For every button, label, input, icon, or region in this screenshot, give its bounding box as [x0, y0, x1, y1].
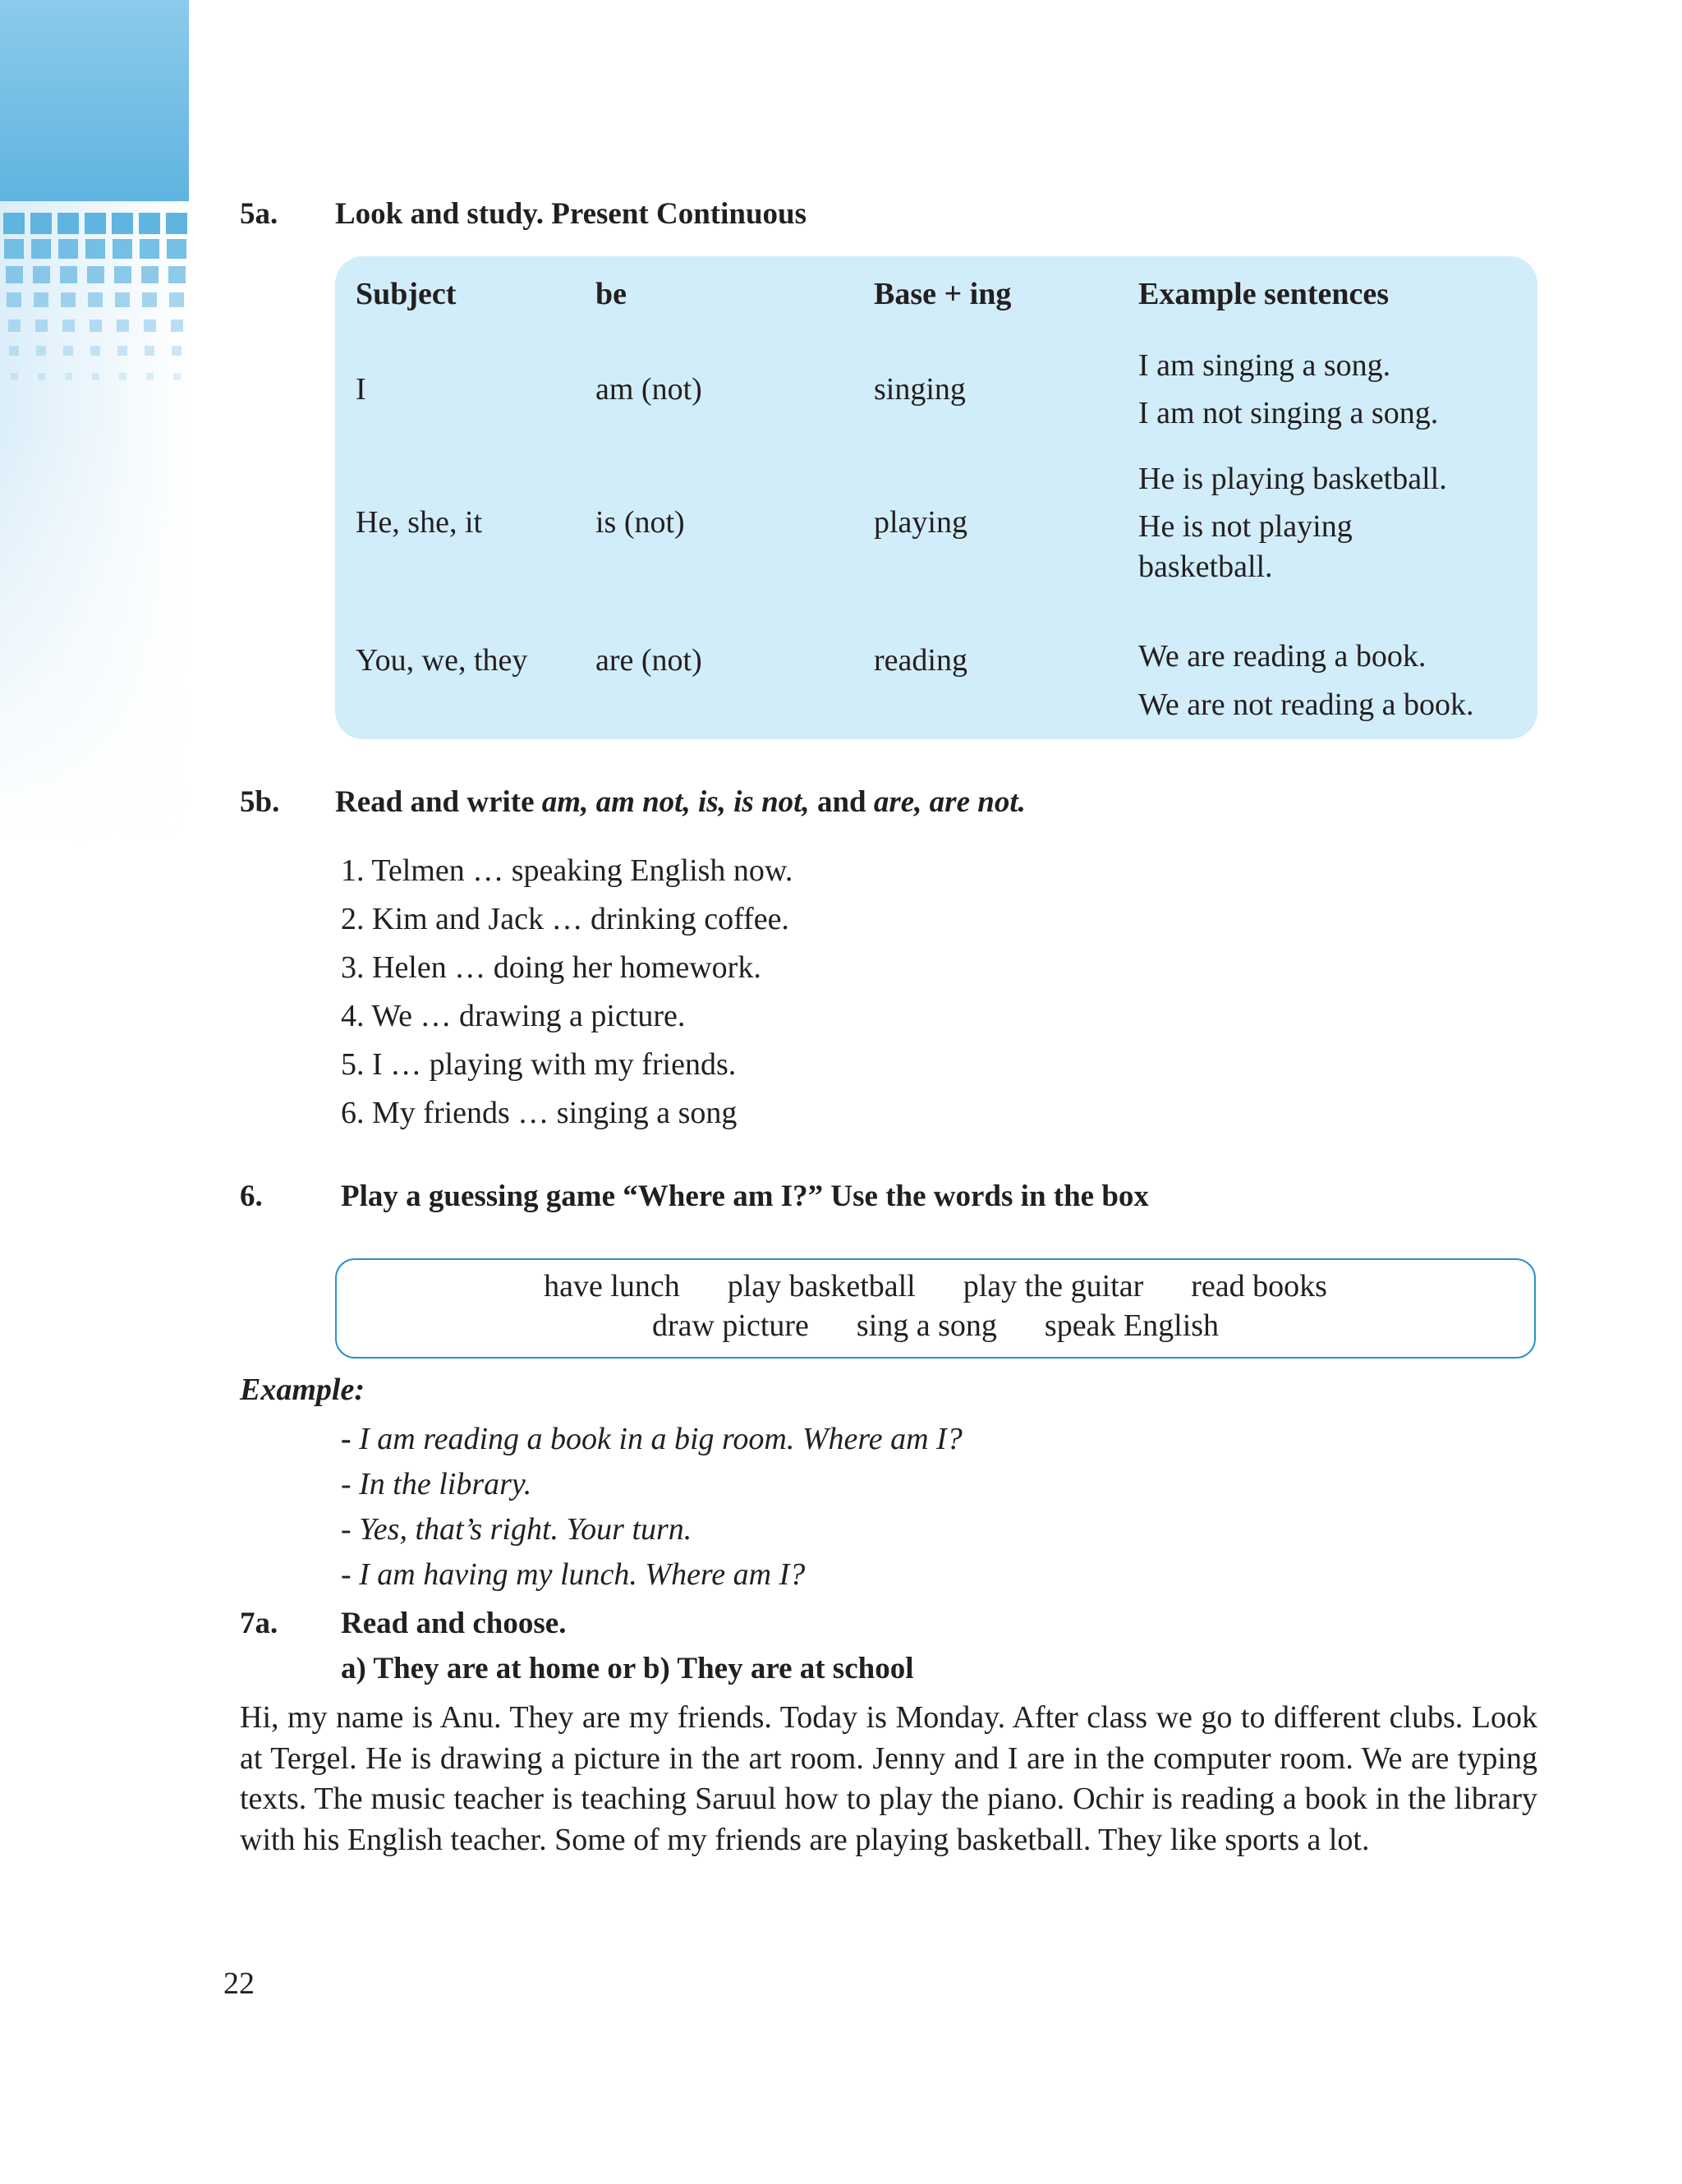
row-3-base: reading [874, 643, 967, 678]
pixel-square-decoration [85, 239, 105, 259]
example-line: - In the library. [341, 1467, 532, 1501]
pixel-square-decoration [117, 320, 129, 332]
row-2-base: playing [874, 505, 967, 540]
list-item: 2. Kim and Jack … drinking coffee. [341, 902, 789, 936]
pixel-square-decoration [30, 213, 52, 234]
exercise-7a-number: 7a. [240, 1607, 278, 1640]
exercise-6-title: Play a guessing game “Where am I?” Use the words in the box [341, 1179, 1149, 1213]
pixel-square-decoration [4, 239, 24, 259]
reading-paragraph: Hi, my name is Anu. They are my friends. Today is Monday. After class we go to different clubs. Look at Tergel. He is drawing a picture in the art room. Jenny and I are in the computer room. We are typing texts. The music teacher is teaching Saruul how to play the piano. Ochir is reading a book in the library with his English teacher. Some of my friends are playing basketball. They like sports a lot. [240, 1700, 1537, 1857]
list-item: 1. Telmen … speaking English now. [341, 853, 793, 888]
word-have-lunch: have lunch [544, 1269, 680, 1304]
pixel-square-decoration [31, 239, 51, 259]
word-box-row-1 [337, 1268, 1534, 1304]
example-label: Example: [240, 1372, 365, 1407]
pixel-square-decoration [65, 373, 72, 380]
pixel-square-decoration [8, 320, 21, 332]
pixel-square-decoration [173, 373, 181, 380]
row-1-example-2: I am not singing a song. [1138, 396, 1439, 430]
row-2-be: is (not) [595, 505, 685, 540]
pixel-square-decoration [112, 213, 133, 234]
word-draw-picture: draw picture [651, 1308, 809, 1343]
pixel-square-decoration [140, 239, 159, 259]
pixel-square-decoration [145, 346, 154, 356]
row-1-base: singing [874, 372, 966, 407]
row-3-example-2: We are not reading a book. [1138, 687, 1474, 722]
pixel-square-decoration [38, 373, 45, 380]
row-3-be: are (not) [595, 643, 702, 678]
pixel-square-decoration [33, 266, 50, 283]
pixel-square-decoration [90, 346, 100, 356]
list-item: 4. We … drawing a picture. [341, 999, 686, 1033]
pixel-square-decoration [87, 266, 104, 283]
pixel-square-decoration [6, 266, 23, 283]
pixel-square-decoration [61, 292, 76, 307]
pixel-square-decoration [114, 266, 131, 283]
pixel-square-decoration [62, 320, 75, 332]
pixel-square-decoration [142, 292, 157, 307]
present-continuous-table [335, 256, 1537, 739]
table-header-subject: Subject [356, 277, 457, 311]
row-2-example-1: He is playing basketball. [1138, 462, 1447, 496]
pixel-square-decoration [171, 320, 183, 332]
pixel-square-decoration [63, 346, 73, 356]
pixel-square-decoration [115, 292, 130, 307]
table-header-be: be [595, 277, 627, 311]
word-play-basketball: play basketball [727, 1269, 916, 1304]
pixel-square-decoration [3, 213, 25, 234]
pixel-square-decoration [168, 266, 186, 283]
exercise-5a-title: Look and study. Present Continuous [335, 197, 807, 231]
pixel-square-decoration [57, 213, 79, 234]
pixel-square-decoration [9, 346, 19, 356]
exercise-6-number: 6. [240, 1179, 263, 1213]
pixel-square-decoration [92, 373, 99, 380]
pixel-square-decoration [166, 213, 187, 234]
exercise-7a-subtitle: a) They are at home or b) They are at school [341, 1652, 914, 1685]
pixel-square-decoration [144, 320, 156, 332]
row-2-example-3: basketball. [1138, 549, 1273, 584]
row-2-subject: He, she, it [356, 505, 483, 540]
pixel-square-decoration [90, 320, 102, 332]
pixel-square-decoration [34, 292, 48, 307]
pixel-square-decoration [35, 320, 48, 332]
word-speak-english: speak English [1044, 1308, 1220, 1343]
exercise-7a-title: Read and choose. [341, 1607, 567, 1640]
list-item: 6. My friends … singing a song [341, 1096, 738, 1130]
example-line: - I am having my lunch. Where am I? [341, 1557, 806, 1592]
page-number: 22 [223, 1966, 255, 2001]
exercise-5b-title: Read and write am, am not, is, is not, and are, are not. [335, 785, 1026, 819]
pixel-square-decoration [88, 292, 103, 307]
pixel-square-decoration [36, 346, 46, 356]
pixel-square-decoration [172, 346, 182, 356]
row-3-subject: You, we, they [356, 643, 528, 678]
pixel-square-decoration [85, 213, 106, 234]
list-item: 5. I … playing with my friends. [341, 1047, 737, 1082]
corner-decoration [0, 0, 189, 201]
row-1-be: am (not) [595, 372, 702, 407]
word-read-books: read books [1191, 1269, 1327, 1304]
list-item: 3. Helen … doing her homework. [341, 950, 761, 985]
pixel-square-decoration [119, 373, 126, 380]
word-box [335, 1258, 1536, 1359]
table-header-examples: Example sentences [1138, 277, 1390, 311]
row-1-example-1: I am singing a song. [1138, 348, 1391, 383]
word-box-row-2 [337, 1308, 1534, 1344]
pixel-grid-decoration [0, 209, 189, 398]
pixel-square-decoration [7, 292, 21, 307]
example-line: - I am reading a book in a big room. Where am I? [341, 1422, 963, 1456]
example-line: - Yes, that’s right. Your turn. [341, 1512, 692, 1547]
pixel-square-decoration [11, 373, 18, 380]
exercise-5b-number: 5b. [240, 785, 280, 819]
pixel-square-decoration [141, 266, 159, 283]
word-play-the-guitar: play the guitar [963, 1269, 1144, 1304]
pixel-square-decoration [146, 373, 154, 380]
word-sing-a-song: sing a song [856, 1308, 997, 1343]
pixel-square-decoration [60, 266, 77, 283]
pixel-square-decoration [167, 239, 186, 259]
pixel-square-decoration [169, 292, 184, 307]
pixel-square-decoration [58, 239, 78, 259]
row-1-subject: I [356, 372, 366, 407]
pixel-square-decoration [113, 239, 132, 259]
row-2-example-2: He is not playing [1138, 509, 1353, 544]
exercise-5a-number: 5a. [240, 197, 278, 231]
pixel-square-decoration [139, 213, 160, 234]
pixel-square-decoration [117, 346, 127, 356]
row-3-example-1: We are reading a book. [1138, 639, 1427, 674]
table-header-base-ing: Base + ing [874, 277, 1012, 311]
